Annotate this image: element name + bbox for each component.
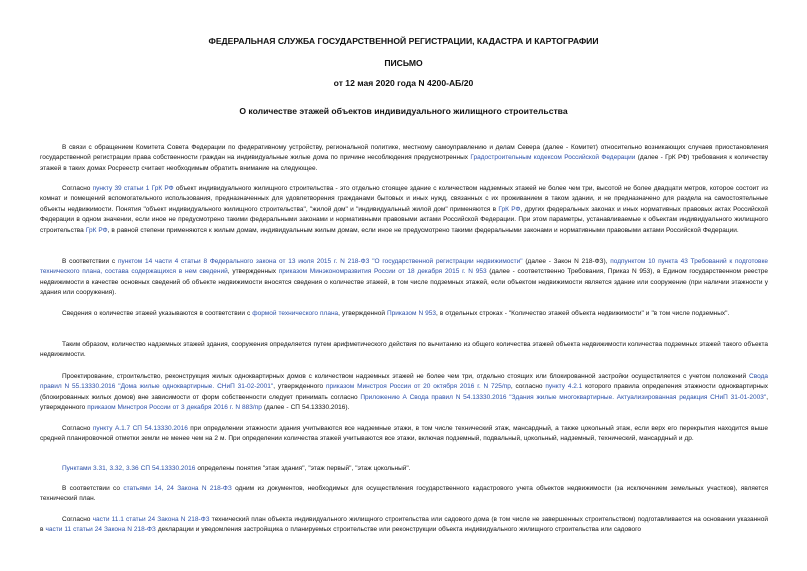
paragraph-text: , в равной степени применяются к жилым домам, индивидуальным жилым домам, если иное не предусмотрено такими федеральными законами и нормативными правовыми актами Российской Федерации.	[107, 226, 739, 234]
paragraph-text: Проектирование, строительство, реконструкция жилых одноквартирных домов с количеством надземных этажей не более чем три, отдельно стоящих или блокированной застройки осуществляется с учетом положений	[62, 373, 750, 380]
paragraph-text: В соответствии с	[62, 258, 118, 265]
paragraph	[40, 257, 768, 299]
legal-reference-link[interactable]: ГрК РФ	[498, 205, 521, 213]
paragraph-text: , утвержденного	[273, 383, 326, 391]
paragraph-text: В связи с обращением Комитета Совета Федерации по федеративному устройству, региональной политике, местному самоуправлению и делам Севера (далее - Комитет) относительно возникающих случаев приостановления государственной регистрации права собственности граждан на индивидуальные жилые дома по причине несоблюдения предусмотренных	[40, 144, 768, 162]
paragraph	[40, 340, 768, 361]
paragraph-text: , утвержденных	[227, 268, 279, 276]
legal-reference-link[interactable]: пункту А.1.7 СП 54.13330.2016	[92, 425, 188, 432]
paragraph	[40, 184, 768, 236]
paragraph	[40, 484, 768, 505]
paragraph-text: объект индивидуального жилищного строительства - это отдельно стоящее здание с количеством надземных этажей не более чем три, высотой не более двадцати метров, которое состоит из комнат и помещений вспомогательного использования, предназначенных для удовлетворения гражданами бытовых и иных нужд, связанных с их проживанием в таком здании, и не предназначено для раздела на самостоятельные объекты недвижимости. Понятия "объект индивидуального жилищного строительства", "жилой дом" и "индивидуальный жилой дом" применяются в	[40, 185, 769, 213]
paragraph-text: , утвержденной	[338, 310, 387, 317]
paragraph	[40, 309, 768, 319]
legal-reference-link[interactable]: приказом Минстроя России от 3 декабря 2016 г. N 883/пр	[87, 404, 262, 412]
legal-reference-link[interactable]: Пунктами 3.31, 3.32, 3.36 СП 54.13330.2016	[62, 465, 196, 472]
paragraph-text: Сведения о количестве этажей указываются в соответствии с	[62, 310, 253, 317]
legal-reference-link[interactable]: приказом Минстроя России от 20 октября 2016 г. N 725/пр	[325, 383, 511, 391]
paragraph-text: одним из документов, необходимых для осуществления государственного кадастрового учета объектов недвижимости (за исключением земельных участков), является технический план.	[40, 485, 768, 503]
paragraph-text: , согласно	[510, 383, 546, 391]
paragraph-text: (далее - соответственно Требования, Приказ N 953), в Едином государственном реестре недвижимости в качестве основных сведений об объекте недвижимости вносятся сведения о количестве этажей, в том числе подземных этажей, если объектом недвижимости является здание или сооружение (при наличии этажности у здания или сооружения).	[40, 268, 769, 297]
paragraph-text: , других федеральных законах и иных нормативных правовых актах Российской Федерации в одном значении, если иное не предусмотрено такими федеральными законами и нормативными правовыми актами Российской Федерации. При этом параметры, устанавливаемые к объектам индивидуального жилищного строительства	[40, 205, 768, 234]
paragraph-text: технический план объекта индивидуального жилищного строительства или садового дома (в том числе не завершенных строительством) подготавливается на основании указанной в	[40, 516, 769, 534]
paragraph-text: Согласно	[62, 516, 93, 523]
agency-name: ФЕДЕРАЛЬНАЯ СЛУЖБА ГОСУДАРСТВЕННОЙ РЕГИСТРАЦИИ, КАДАСТРА И КАРТОГРАФИИ	[208, 36, 599, 46]
document-type: ПИСЬМО	[384, 58, 423, 68]
paragraph-text: , утвержденного	[40, 393, 768, 412]
paragraph-text: Согласно	[62, 185, 93, 192]
paragraph-text: при определении этажности здания учитываются все надземные этажи, в том числе технический этаж, мансардный, а также цокольный этаж, если верх его перекрытия находится выше средней планировочной отметки земли не менее чем на 2 м. При определении количества этажей учитываются все этажи, включая подземный, подвальный, цокольный, надземный, технический, мансардный и др.	[40, 425, 769, 443]
document-date-number: от 12 мая 2020 года N 4200-АБ/20	[333, 78, 474, 88]
legal-reference-link[interactable]: ГрК РФ	[85, 226, 108, 234]
paragraph	[40, 424, 768, 445]
legal-reference-link[interactable]: Свода правил N 55.13330.2016 "Дома жилые одноквартирные. СНиП 31-02-2001"	[40, 373, 768, 391]
legal-reference-link[interactable]: формой технического плана	[252, 310, 339, 317]
paragraph-text: которого правила определения этажности одноквартирных (блокированных жилых домов) вне зависимости от форм собственности следует принимать согласно	[40, 383, 768, 401]
paragraph-text: В соответствии со	[62, 485, 124, 492]
document-subject: О количестве этажей объектов индивидуального жилищного строительства	[239, 106, 568, 116]
paragraph-text: Таким образом, количество надземных этажей здания, сооружения определяется путем арифметического действия по вычитанию из общего количества этажей объекта недвижимости количества подземных этажей такого объекта недвижимости.	[40, 341, 768, 359]
paragraph-text: определены понятия "этаж здания", "этаж первый", "этаж цокольный".	[195, 465, 411, 472]
legal-reference-link[interactable]: пункту 39 статьи 1 ГрК РФ	[92, 185, 174, 192]
legal-reference-link[interactable]: пункту 4.2.1	[545, 383, 583, 391]
legal-reference-link[interactable]: части 11 статьи 24 Закона N 218-ФЗ	[45, 526, 156, 534]
legal-reference-link[interactable]: Приказом N 953	[387, 310, 436, 317]
paragraph-text: (далее - ГрК РФ) требования к количеству этажей в таких домах Росреестр считает необходимым обратить внимание на следующее.	[40, 154, 768, 172]
paragraph	[40, 372, 768, 414]
legal-reference-link[interactable]: Приложению А Свода правил N 54.13330.2016 "Здания жилые многоквартирные. Актуализированная редакция СНиП 31-01-2003"	[360, 393, 767, 401]
legal-reference-link[interactable]: части 11.1 статьи 24 Закона N 218-ФЗ	[92, 516, 210, 523]
paragraph	[40, 143, 768, 174]
paragraph-text: , в отдельных строках - "Количество этажей объекта недвижимости" и "в том числе подземных".	[436, 310, 730, 317]
legal-reference-link[interactable]: статьями 14, 24 Закона N 218-ФЗ	[123, 485, 232, 492]
paragraph-text: (далее - СП 54.13330.2016).	[261, 404, 350, 412]
paragraph	[40, 464, 768, 474]
paragraph-text: Согласно	[62, 425, 93, 432]
legal-reference-link[interactable]: пунктом 14 части 4 статьи 8 Федерального закона от 13 июля 2015 г. N 218-ФЗ "О государственной регистрации недвижимости"	[117, 258, 523, 265]
paragraph-text: (далее - Закон N 218-ФЗ),	[522, 258, 611, 265]
legal-reference-link[interactable]: Градостроительным кодексом Российской Федерации	[470, 154, 636, 162]
legal-reference-link[interactable]: подпунктом 10 пункта 43 Требований к подготовке технического плана, состава содержащихся в нем сведений	[40, 258, 768, 276]
paragraph	[40, 515, 768, 536]
paragraph-text: декларации и уведомления застройщика о планируемых строительстве или реконструкции объекта индивидуального жилищного строительства или садового	[155, 526, 641, 534]
legal-reference-link[interactable]: приказом Минэкономразвития России от 18 декабря 2015 г. N 953	[278, 268, 487, 276]
